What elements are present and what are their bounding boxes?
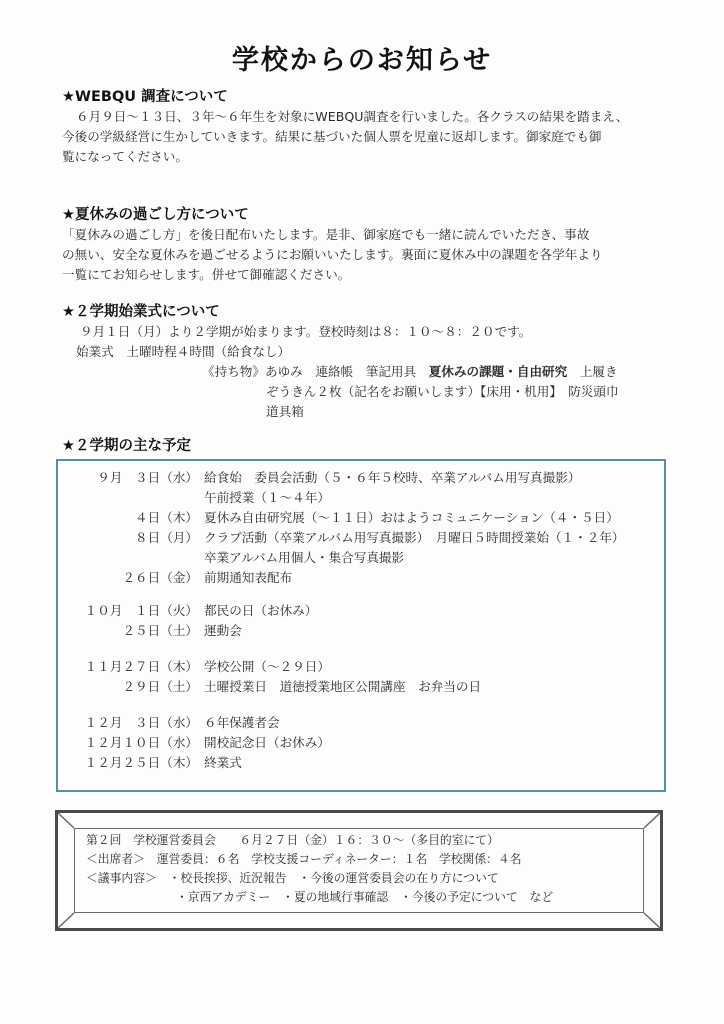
schedule-text: 都民の日（お休み） — [204, 603, 318, 618]
schedule-text: 夏休み自由研究展（～１１日）おはようコミュニケーション（４・５日） — [204, 510, 619, 525]
webqu-line-3: 覧になってください。 — [62, 149, 188, 164]
schedule-text: 土曜授業日 道徳授業地区公開講座 お弁当の日 — [204, 679, 482, 694]
schedule-date: ２６日（金） — [122, 570, 198, 585]
summer-line-2: の無い、安全な夏休みを過ごせるようにお願いいたします。裏面に夏休み中の課題を各学年より — [62, 247, 603, 262]
schedule-text: ６年保護者会 — [204, 715, 280, 730]
schedule-date: ８日（月） — [135, 530, 198, 545]
meeting-line-1: 第２回 学校運営委員会 ６月２７日（金）１６：３０～（多目的室にて） — [86, 833, 499, 847]
belongings-bold: 夏休みの課題・自由研究 — [428, 364, 568, 379]
ceremony-body — [62, 322, 682, 362]
summer-line-3: 一覧にてお知らせします。併せて御確認ください。 — [62, 267, 351, 282]
schedule-text: 給食始 委員会活動（５・６年５校時、卒業アルバム用写真撮影） — [204, 470, 581, 485]
summer-body — [62, 225, 682, 285]
belongings-items-b: 上履き — [567, 364, 618, 379]
webqu-body — [62, 107, 682, 167]
belongings-line-2: ぞうきん２枚（記名をお願いします）【床用・机用】 防災頭巾 — [266, 384, 619, 399]
summer-line-1: 「夏休みの過ごし方」を後日配布いたします。是非、御家庭でも一緒に読んでいただき、事故 — [62, 227, 590, 242]
schedule-text: 前期通知表配布 — [204, 570, 293, 585]
webqu-line-1: ６月９日～１３日、３年～６年生を対象にWEBQU調査を行いました。各クラスの結果を踏まえ、 — [76, 109, 629, 124]
belongings-line-3: 道具箱 — [266, 404, 304, 419]
schedule-text: クラブ活動（卒業アルバム用写真撮影） 月曜日５時間授業始（１・２年） — [204, 530, 625, 545]
meeting-line-2: ＜出席者＞ 運営委員：６名 学校支援コーディネーター：１名 学校関係：４名 — [86, 852, 522, 866]
page-title: 学校からのお知らせ — [231, 45, 493, 76]
belongings-items-a: あゆみ 連絡帳 筆記用具 — [264, 364, 429, 379]
schedule-text: 午前授業（１～４年） — [204, 490, 330, 505]
ceremony-section — [62, 302, 682, 422]
schedule-box — [56, 459, 666, 792]
summer-heading: ★夏休みの過ごし方について — [62, 207, 249, 223]
schedule-date: ２９日（土） — [122, 679, 198, 694]
schedule-date: ９月 ３日（水） — [97, 470, 198, 485]
ceremony-line-1: ９月１日（月）より２学期が始まります。登校時刻は８：１０～８：２０です。 — [80, 324, 532, 339]
schedule-text: 卒業アルバム用個人・集合写真撮影 — [204, 550, 405, 565]
webqu-heading: ★WEBQU 調査について — [62, 89, 228, 105]
ceremony-heading: ★２学期始業式について — [62, 304, 220, 320]
webqu-section — [62, 87, 682, 167]
meeting-line-4: ・京西アカデミー ・夏の地域行事確認 ・今後の予定について など — [176, 890, 554, 904]
schedule-section — [62, 436, 682, 456]
schedule-text: 運動会 — [204, 623, 242, 638]
meeting-line-3: ＜議事内容＞ ・校長挨拶、近況報告 ・今後の運営委員会の在り方について — [86, 871, 499, 885]
schedule-date: １２月１０日（水） — [84, 735, 198, 750]
schedule-date: １２月２５日（木） — [84, 755, 198, 770]
belongings-label: 《持ち物》 — [202, 364, 265, 379]
ceremony-line-2: 始業式 土曜時程４時間（給食なし） — [76, 344, 291, 359]
schedule-text: 開校記念日（お休み） — [204, 735, 330, 750]
webqu-line-2: 今後の学級経営に生かしていきます。結果に基づいた個人票を児童に返却します。御家庭でも御 — [62, 129, 602, 144]
summer-section — [62, 205, 682, 285]
schedule-date: ４日（木） — [135, 510, 198, 525]
belongings — [62, 362, 682, 422]
schedule-date: １２月 ３日（水） — [84, 715, 198, 730]
schedule-text: 学校公開（～２９日） — [204, 659, 330, 674]
schedule-date: ２５日（土） — [122, 623, 198, 638]
schedule-text: 終業式 — [204, 755, 242, 770]
schedule-date: １０月 １日（火） — [84, 603, 198, 618]
meeting-frame — [55, 810, 663, 931]
schedule-date: １１月２７日（木） — [84, 659, 198, 674]
schedule-heading: ★２学期の主な予定 — [62, 438, 191, 454]
